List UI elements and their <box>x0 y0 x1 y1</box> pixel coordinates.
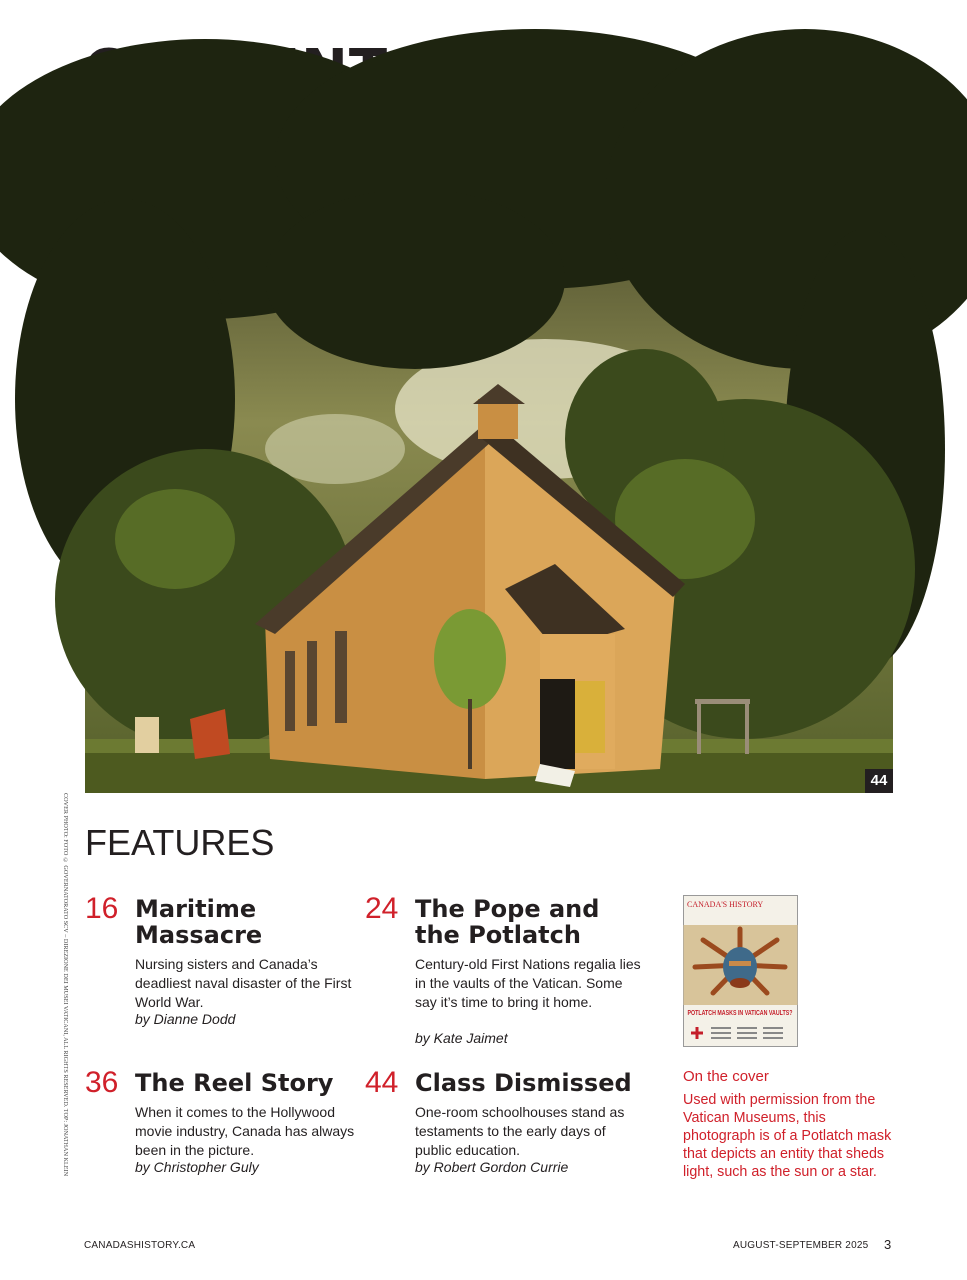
schoolhouse-photo <box>85 119 893 793</box>
feature-author: by Kate Jaimet <box>415 1030 508 1046</box>
feature-title: Maritime Massacre <box>135 895 263 949</box>
cover-thumbnail[interactable] <box>683 895 798 1047</box>
hero-photo[interactable] <box>85 119 893 793</box>
feature-page-number: 36 <box>85 1066 119 1099</box>
feature-page-number: 44 <box>365 1066 399 1099</box>
feature-title: Class Dismissed <box>415 1069 632 1097</box>
feature-author: by Dianne Dodd <box>135 1011 236 1027</box>
feature-description: Nursing sisters and Canada’s deadliest naval disaster of the First World War. <box>135 956 352 1010</box>
footer-website[interactable]: CANADASHISTORY.CA <box>84 1240 196 1251</box>
cover-masthead: CANADA'S HISTORY <box>687 900 764 909</box>
cover-headline: POTLATCH MASKS IN VATICAN VAULTS? <box>687 1010 793 1017</box>
cover-heading: On the cover <box>683 1068 769 1085</box>
photo-credit: COVER PHOTO: FOTO © GOVERNATORATO SCV – DIREZIONE DEI MUSEI VATICANI, ALL RIGHTS RESERVED. TOP: JONATHAN KLEIN <box>62 793 69 1177</box>
feature-author: by Robert Gordon Currie <box>415 1159 569 1175</box>
feature-description: When it comes to the Hollywood movie industry, Canada has always been in the picture. <box>135 1104 355 1158</box>
feature-title: The Reel Story <box>135 1069 334 1097</box>
features-heading: FEATURES <box>85 822 275 863</box>
feature-title: The Pope and the Potlatch <box>415 895 600 949</box>
footer-issue-date: AUGUST-SEPTEMBER 2025 <box>733 1240 869 1251</box>
feature-description: Century-old First Nations regalia lies in the vaults of the Vatican. Some say it’s time to bring it home. <box>415 956 641 1010</box>
cover-image <box>683 895 798 1047</box>
cover-description: Used with permission from the Vatican Museums, this photograph is of a Potlatch mask that depicts an entity that sheds light, such as the sun or a star. <box>683 1092 892 1180</box>
page-number: 3 <box>884 1237 892 1252</box>
feature-page-number: 16 <box>85 892 119 925</box>
feature-page-number: 24 <box>365 892 399 925</box>
hero-page-ref: 44 <box>865 769 893 793</box>
feature-description: One-room schoolhouses stand as testaments to the early days of public education. <box>415 1104 625 1158</box>
feature-author: by Christopher Guly <box>135 1159 259 1175</box>
